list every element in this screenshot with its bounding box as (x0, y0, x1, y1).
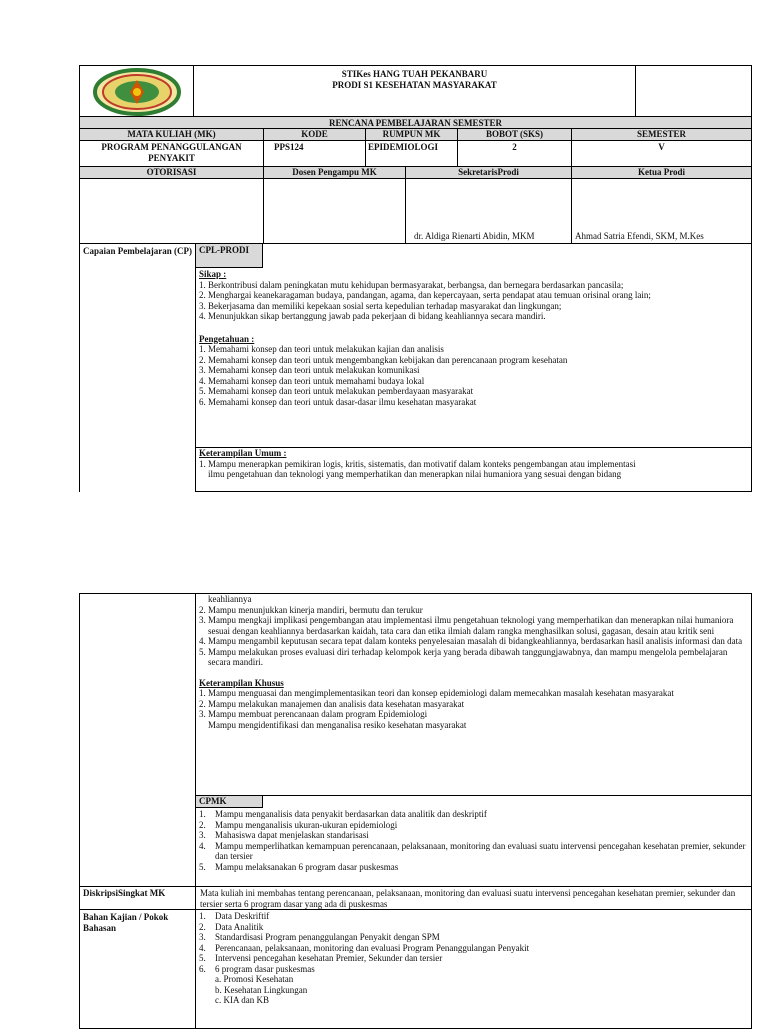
list-item: 4. Perencanaan, pelaksanaan, monitoring dan evaluasi Program Penanggulangan Penyakit (199, 942, 530, 953)
kk-title: Keterampilan Khusus (199, 677, 284, 688)
bahan-label: Bahan Kajian / Pokok Bahasan (79, 909, 196, 1029)
auth-sign-ketua (571, 178, 752, 244)
ku-item1-cont: keahliannya (208, 594, 252, 604)
col-header-semester: SEMESTER (571, 128, 752, 141)
list-item: 4. Mampu mengambil keputusan secara tepat dalam konteks penyelesaian masalah di bidangkeahliannya, berdasarkan hasil analisis informasi dan data (199, 636, 743, 646)
cp-label-cont (79, 593, 196, 887)
list-item: 2. Mampu menunjukkan kinerja mandiri, bermutu dan terukur (199, 604, 423, 615)
list-item: 2. Mampu menganalisis ukuran-ukuran epidemiologi (199, 819, 398, 830)
auth-sign-dosen (263, 178, 406, 244)
list-item: 5. Intervensi pencegahan kesehatan Premier, Sekunder dan tersier (199, 953, 443, 963)
list-item: 1. Mampu menerapkan pemikiran logis, kritis, sistematis, dan motivatif dalam konteks pengembangan atau implementasi (199, 458, 636, 469)
ketua-name: Ahmad Satria Efendi, SKM, M.Kes (575, 230, 704, 241)
auth-header-sekretaris: SekretarisProdi (405, 166, 572, 179)
auth-sign-empty (79, 178, 264, 244)
course-semester: V (571, 140, 752, 171)
list-item: 1. Berkontribusi dalam peningkatan mutu kehidupan bermasyarakat, berbangsa, dan bernegara berdasarkan pancasila; (199, 279, 624, 290)
list-item: 1. Data Deskriftif (199, 911, 270, 921)
list-item: 3. Mahasiswa dapat menjelaskan standarisasi (199, 830, 369, 840)
course-name: PROGRAM PENANGGULANGAN PENYAKIT (79, 140, 264, 171)
sekretaris-name: dr. Aldiga Rienarti Abidin, MKM (414, 230, 535, 241)
list-item: 5. Mampu melaksanakan 6 program dasar puskesmas (199, 861, 399, 872)
cpmk-label: CPMK (195, 795, 263, 808)
deskripsi-label: DiskripsiSingkat MK (79, 886, 196, 910)
list-item: 2. Mampu melakukan manajemen dan analisis data kesehatan masyarakat (199, 698, 465, 709)
list-item: 3. Mampu membuat perencanaan dalam program Epidemiologi (199, 709, 428, 719)
list-item: 3. Mampu mengkaji implikasi pengembangan atau implementasi ilmu pengetahuan teknologi yang memperhatikan dan menerapkan nilai humaniora sesuai dengan keahliannya berdasarkan kaidah, tata cara dan etika ilmiah dalam rangka menghasilkan solusi, gagasan, desain atau kritik seni (199, 615, 734, 636)
list-item: 1. Mampu menguasai dan mengimplementasikan teori dan konsep epidemiologi dalam memecahkan masalah kesehatan masyarakat (199, 688, 674, 698)
list-item: 3. Standardisasi Program penanggulangan Penyakit dengan SPM (199, 932, 440, 942)
program-name: PRODI S1 KESEHATAN MASYARAKAT (332, 79, 497, 90)
rps-title: RENCANA PEMBELAJARAN SEMESTER (328, 118, 503, 128)
list-item: 2. Memahami konsep dan teori untuk mengembangkan kebijakan dan perencanaan program kesehatan (199, 354, 568, 365)
cpl-prodi-label: CPL-PRODI (195, 243, 263, 268)
kk-extra: Mampu mengidentifikasi dan menganalisa resiko kesehatan masyarakat (208, 719, 467, 730)
otorisasi-label: OTORISASI (79, 166, 264, 179)
list-item: 3. Memahami konsep dan teori untuk melakukan komunikasi (199, 365, 420, 375)
list-item: 4. Menunjukkan sikap bertanggung jawab pada pekerjaan di bidang keahliannya secara mandiri. (199, 311, 546, 321)
institution-logo-icon (82, 68, 192, 116)
cp-label-cell (79, 243, 196, 492)
pengetahuan-title: Pengetahuan : (199, 333, 255, 344)
page-1 (79, 65, 752, 492)
cp-sikap-block (199, 269, 744, 407)
list-item: 4. Mampu memperlihatkan kemampuan perencanaan, pelaksanaan, monitoring dan evaluasi suatu intervensi pencegahan kesehatan premier, sekunder dan tersier (199, 840, 746, 861)
col-header-mk: MATA KULIAH (MK) (79, 128, 264, 141)
list-item: 5. Memahami konsep dan teori untuk melakukan pemberdayaan masyarakat (199, 386, 474, 396)
col-header-kode: KODE (263, 128, 366, 141)
list-item: ilmu pengetahuan dan teknologi yang memperhatikan dan menerapkan nilai humaniora yang sesuai dengan bidang (208, 469, 622, 479)
header-right-cell (635, 65, 752, 117)
page-2 (79, 593, 752, 1024)
course-code: PPS124 (263, 140, 366, 171)
list-item: 6. 6 program dasar puskesmas (199, 963, 315, 974)
list-item: 4. Memahami konsep dan teori untuk memahami budaya lokal (199, 375, 425, 386)
page-1-bottom-line (195, 491, 752, 492)
auth-sign-sekretaris (405, 178, 572, 244)
col-header-bobot: BOBOT (SKS) (457, 128, 572, 141)
list-item: 1. Memahami konsep dan teori untuk melakukan kajian dan analisis (199, 344, 444, 354)
cp-ku-block (199, 448, 744, 480)
list-item: 6. Memahami konsep dan teori untuk dasar-dasar ilmu kesehatan masyarakat (199, 396, 477, 407)
list-item: a. Promosi Kesehatan (215, 974, 294, 984)
list-item: 2. Data Analitik (199, 921, 264, 932)
logo-cell (79, 65, 194, 117)
list-item: 5. Mampu melakukan proses evaluasi diri terhadap kelompok kerja yang berada dibawah tanggungjawabnya, dan mampu mengelola pembelajaran secara mandiri. (199, 646, 728, 667)
course-rumpun: EPIDEMIOLOGI (365, 140, 458, 171)
list-item: 1. Mampu menganalisis data penyakit berdasarkan data analitik dan deskriptif (199, 809, 487, 819)
sikap-title: Sikap : (199, 269, 227, 279)
course-sks: 2 (457, 140, 572, 171)
institution-title-cell (193, 65, 636, 117)
list-item: 3. Bekerjasama dan memiliki kepekaan sosial serta kepedulian terhadap masyarakat dan lingkungan; (199, 300, 562, 311)
list-item: c. KIA dan KB (215, 995, 269, 1005)
list-item: b. Kesehatan Lingkungan (215, 984, 308, 995)
auth-header-ketua: Ketua Prodi (571, 166, 752, 179)
auth-header-dosen: Dosen Pengampu MK (263, 166, 406, 179)
cp-label: Capaian Pembelajaran (CP) (83, 246, 192, 256)
ku-title: Keterampilan Umum : (199, 448, 287, 458)
cp-ku-cont-block (199, 594, 744, 730)
cpmk-divider (195, 795, 752, 796)
institution-name: STIKes HANG TUAH PEKANBARU (341, 69, 488, 79)
deskripsi-text: Mata kuliah ini membahas tentang perencanaan, pelaksanaan, monitoring dan evaluasi suatu intervensi pencegahan kesehatan premier, sekunder dan tersier serta 6 program dasar yang ada di puskesmas (195, 886, 752, 910)
cpmk-block (199, 809, 747, 872)
list-item: 2. Menghargai keanekaragaman budaya, pandangan, agama, dan kepercayaan, serta pendapat atau temuan orisinal orang lain; (199, 290, 651, 300)
bahan-block (199, 911, 747, 1006)
col-header-rumpun: RUMPUN MK (365, 128, 458, 141)
